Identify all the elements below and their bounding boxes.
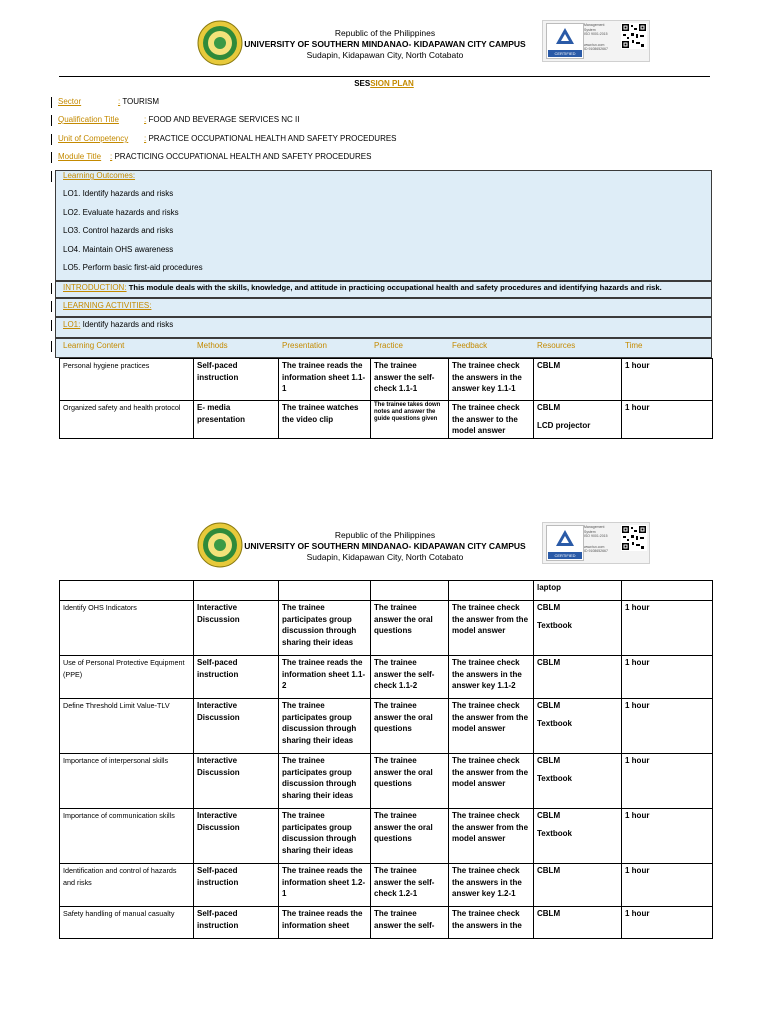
republic-text: Republic of the Philippines	[334, 28, 436, 38]
time-cell: 1 hour	[622, 401, 713, 439]
presentation-cell: The trainee reads the information sheet 1.1-2	[279, 656, 371, 699]
resource-item: LCD projector	[537, 420, 591, 430]
column-header: Time	[625, 341, 643, 350]
qr-code-icon	[621, 525, 647, 551]
learning-outcome-item: LO1. Identify hazards and risks	[63, 189, 174, 198]
table-row	[60, 601, 713, 656]
unit-sep: :	[144, 134, 147, 143]
time-cell: 1 hour	[622, 809, 713, 864]
time-cell: 1 hour	[622, 699, 713, 754]
presentation-cell: The trainee participates group discussion through sharing their ideas	[279, 601, 371, 656]
column-header: Feedback	[452, 341, 488, 350]
cert-line: ID 9108652667	[584, 549, 608, 553]
field-bar	[51, 320, 52, 331]
cert-line: www.tuv.com	[584, 42, 605, 47]
methods-cell: Interactive Discussion	[194, 754, 279, 809]
resource-item: Textbook	[537, 718, 572, 728]
tuv-certified-label: CERTIFIED	[548, 50, 582, 57]
learning-outcomes-heading: Learning Outcomes:	[63, 171, 136, 180]
methods-cell: Interactive Discussion	[194, 699, 279, 754]
column-header: Methods	[197, 341, 228, 350]
table-row	[60, 864, 713, 907]
methods-cell: E- media presentation	[194, 401, 279, 439]
university-name: UNIVERSITY OF SOUTHERN MINDANAO- KIDAPAWAN CITY CAMPUS	[244, 541, 526, 551]
qr-code-icon	[621, 23, 647, 49]
methods-cell: Self-paced instruction	[194, 907, 279, 939]
feedback-cell: The trainee check the answers in the answer key 1.2-1	[449, 864, 534, 907]
methods-cell: Self-paced instruction	[194, 864, 279, 907]
iso-certification-badge	[542, 20, 650, 62]
introduction-text: This module deals with the skills, knowledge, and attitude in practicing occupational health and safety procedures and identifying hazards and risk.	[128, 283, 662, 292]
cert-line: ISO 9001:2015	[584, 534, 608, 538]
learning-content-cell	[60, 581, 194, 601]
feedback-cell: The trainee check the answer to the model answer	[449, 401, 534, 439]
feedback-cell: The trainee check the answer from the model answer	[449, 754, 534, 809]
table-row	[60, 581, 713, 601]
methods-cell: Self-paced instruction	[194, 359, 279, 401]
feedback-cell: The trainee check the answer from the model answer	[449, 809, 534, 864]
time-cell: 1 hour	[622, 601, 713, 656]
cert-line: Management	[584, 23, 605, 27]
field-bar	[51, 115, 52, 126]
cert-line: ISO 9001:2015	[584, 32, 608, 36]
presentation-cell: The trainee reads the information sheet 1.1-1	[279, 359, 371, 401]
presentation-cell: The trainee participates group discussion through sharing their ideas	[279, 809, 371, 864]
resources-cell	[534, 809, 622, 864]
lo1-line	[63, 320, 173, 330]
republic-text: Republic of the Philippines	[334, 530, 436, 540]
learning-content-cell: Define Threshold Limit Value-TLV	[60, 699, 194, 754]
tuv-triangle-icon	[548, 527, 582, 551]
field-bar	[51, 152, 52, 163]
title-part1: SES	[354, 79, 371, 88]
column-header: Learning Content	[63, 341, 125, 350]
table-row	[60, 699, 713, 754]
field-bar	[51, 283, 52, 294]
resources-cell	[534, 754, 622, 809]
cert-line: www.tuv.com	[584, 544, 605, 549]
field-bar	[51, 97, 52, 108]
table-row	[60, 656, 713, 699]
time-cell: 1 hour	[622, 656, 713, 699]
presentation-cell: The trainee watches the video clip	[279, 401, 371, 439]
introduction-line	[63, 283, 703, 293]
module-label: Module Title	[58, 152, 102, 161]
learning-content-cell: Identify OHS Indicators	[60, 601, 194, 656]
learning-outcome-item: LO3. Control hazards and risks	[63, 226, 174, 235]
time-cell: 1 hour	[622, 907, 713, 939]
practice-cell: The trainee answer the oral questions	[371, 601, 449, 656]
field-bar	[51, 134, 52, 145]
practice-cell: The trainee answer the oral questions	[371, 809, 449, 864]
resources-cell: CBLM	[534, 907, 622, 939]
column-header: Presentation	[282, 341, 327, 350]
presentation-cell: The trainee participates group discussion through sharing their ideas	[279, 699, 371, 754]
activities-table-page2	[59, 580, 713, 939]
header-rule	[59, 76, 710, 77]
qualification-value: FOOD AND BEVERAGE SERVICES NC II	[148, 115, 300, 124]
presentation-cell: The trainee reads the information sheet	[279, 907, 371, 939]
learning-content-cell: Importance of communication skills	[60, 809, 194, 864]
qualification-sep: :	[144, 115, 147, 124]
presentation-cell: The trainee participates group discussion through sharing their ideas	[279, 754, 371, 809]
practice-cell	[371, 581, 449, 601]
lo1-text: Identify hazards and risks	[82, 320, 174, 329]
column-header: Resources	[537, 341, 576, 350]
feedback-cell: The trainee check the answers in the	[449, 907, 534, 939]
campus-address: Sudapin, Kidapawan City, North Cotabato	[306, 552, 464, 562]
practice-cell: The trainee answer the oral questions	[371, 699, 449, 754]
module-field	[58, 152, 371, 162]
resource-item: CBLM	[537, 756, 561, 765]
table-row	[60, 907, 713, 939]
learning-activities-label	[63, 301, 151, 311]
iso-certification-badge	[542, 522, 650, 564]
tuv-triangle-icon	[548, 25, 582, 49]
resource-item: CBLM	[537, 701, 561, 710]
lo1-label: LO1:	[63, 320, 81, 329]
resources-cell	[534, 601, 622, 656]
unit-label: Unit of Competency	[58, 134, 129, 143]
learning-outcome-item: LO5. Perform basic first-aid procedures	[63, 263, 203, 272]
learning-outcome-item: LO2. Evaluate hazards and risks	[63, 208, 179, 217]
practice-cell: The trainee answer the self-check 1.1-2	[371, 656, 449, 699]
resources-cell	[534, 401, 622, 439]
resource-item: CBLM	[537, 603, 561, 612]
module-value: PRACTICING OCCUPATIONAL HEALTH AND SAFETY PROCEDURES	[114, 152, 372, 161]
feedback-cell: The trainee check the answers in the answer key 1.1-2	[449, 656, 534, 699]
methods-cell: Self-paced instruction	[194, 656, 279, 699]
campus-address: Sudapin, Kidapawan City, North Cotabato	[306, 50, 464, 60]
presentation-cell: The trainee reads the information sheet 1.2-1	[279, 864, 371, 907]
learning-activities-panel	[55, 298, 712, 317]
learning-activities-heading: LEARNING ACTIVITIES:	[63, 301, 152, 310]
unit-field	[58, 134, 397, 144]
practice-cell: The trainee answer the self-check 1.2-1	[371, 864, 449, 907]
sector-field	[58, 97, 159, 107]
resources-cell: laptop	[534, 581, 622, 601]
feedback-cell: The trainee check the answer from the model answer	[449, 601, 534, 656]
learning-content-cell: Organized safety and health protocol	[60, 401, 194, 439]
learning-content-cell: Personal hygiene practices	[60, 359, 194, 401]
methods-cell: Interactive Discussion	[194, 809, 279, 864]
qualification-field	[58, 115, 299, 125]
title-part2: SION PLAN	[370, 79, 414, 88]
page2-header	[0, 522, 768, 582]
field-bar	[51, 341, 52, 352]
table-row	[60, 754, 713, 809]
qualification-label: Qualification Title	[58, 115, 119, 124]
time-cell: 1 hour	[622, 359, 713, 401]
module-sep: :	[110, 152, 113, 161]
cert-line: System	[584, 529, 596, 534]
time-cell: 1 hour	[622, 754, 713, 809]
cert-line: ID 9108652667	[584, 47, 608, 51]
field-bar	[51, 171, 52, 182]
time-cell	[622, 581, 713, 601]
cert-line: Management	[584, 525, 605, 529]
page1-header	[0, 20, 768, 80]
table-row	[60, 401, 713, 439]
resource-item: CBLM	[537, 403, 561, 412]
university-name: UNIVERSITY OF SOUTHERN MINDANAO- KIDAPAWAN CITY CAMPUS	[244, 39, 526, 49]
unit-value: PRACTICE OCCUPATIONAL HEALTH AND SAFETY PROCEDURES	[148, 134, 397, 143]
feedback-cell	[449, 581, 534, 601]
learning-outcome-item: LO4. Maintain OHS awareness	[63, 245, 174, 254]
practice-cell: The trainee answer the oral questions	[371, 754, 449, 809]
feedback-cell: The trainee check the answers in the answer key 1.1-1	[449, 359, 534, 401]
table-row	[60, 359, 713, 401]
time-cell: 1 hour	[622, 864, 713, 907]
resources-cell: CBLM	[534, 359, 622, 401]
field-bar	[51, 301, 52, 312]
sector-sep: :	[118, 97, 121, 106]
practice-cell: The trainee answer the self-check 1.1-1	[371, 359, 449, 401]
methods-cell	[194, 581, 279, 601]
resource-item: CBLM	[537, 811, 561, 820]
sector-label: Sector	[58, 97, 82, 106]
cert-line: System	[584, 27, 596, 32]
practice-cell: The trainee answer the self-	[371, 907, 449, 939]
feedback-cell: The trainee check the answer from the model answer	[449, 699, 534, 754]
introduction-label: INTRODUCTION:	[63, 283, 127, 292]
resources-cell: CBLM	[534, 864, 622, 907]
resources-cell	[534, 699, 622, 754]
resource-item: Textbook	[537, 773, 572, 783]
learning-content-cell: Importance of interpersonal skills	[60, 754, 194, 809]
presentation-cell	[279, 581, 371, 601]
learning-content-cell: Use of Personal Protective Equipment (PPE)	[60, 656, 194, 699]
resource-item: Textbook	[537, 620, 572, 630]
activities-table-page1	[59, 358, 713, 439]
tuv-certified-label: CERTIFIED	[548, 552, 582, 559]
learning-content-cell: Safety handling of manual casualty	[60, 907, 194, 939]
table-row	[60, 809, 713, 864]
methods-cell: Interactive Discussion	[194, 601, 279, 656]
column-header: Practice	[374, 341, 403, 350]
session-plan-title	[0, 79, 768, 88]
resources-cell: CBLM	[534, 656, 622, 699]
resource-item: Textbook	[537, 828, 572, 838]
practice-cell: The trainee takes down notes and answer the guide questions given	[371, 401, 449, 439]
learning-content-cell: Identification and control of hazards and risks	[60, 864, 194, 907]
sector-value: TOURISM	[122, 97, 160, 106]
learning-outcomes-label	[63, 171, 135, 181]
